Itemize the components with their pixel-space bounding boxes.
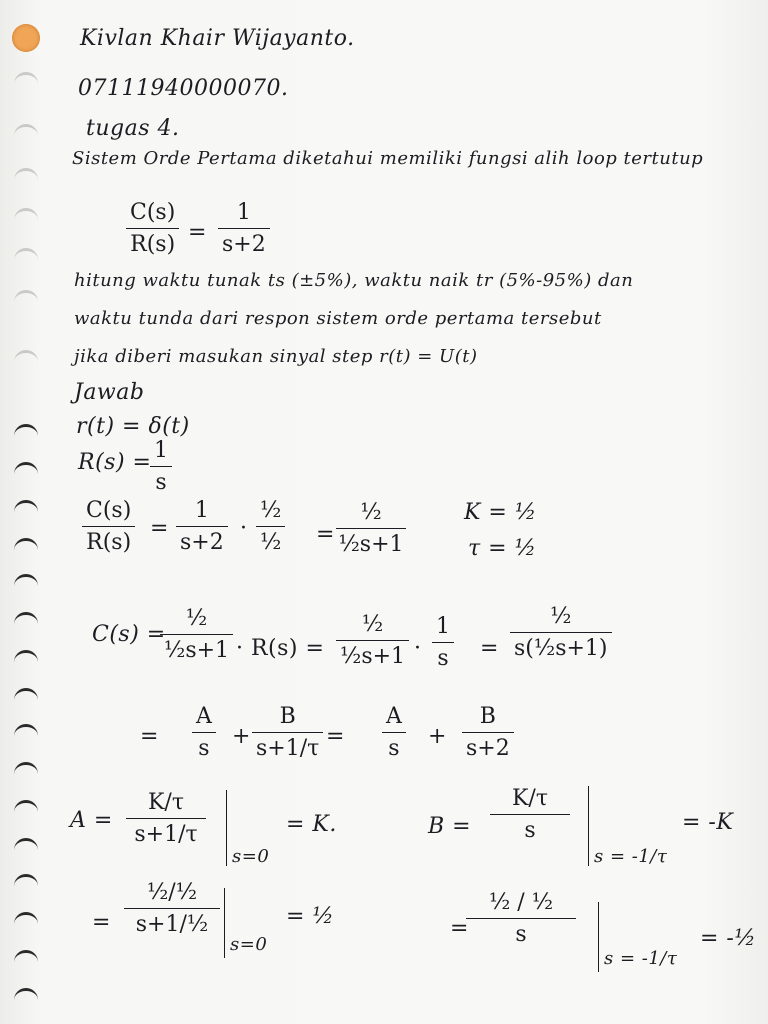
coef-a-frac: K/τ s+1/τ xyxy=(126,790,206,847)
equals-sign: = xyxy=(316,522,335,547)
binder-ring xyxy=(14,724,38,741)
coef-b-value-frac: ½ / ½ s xyxy=(466,890,576,947)
binder-ring xyxy=(14,650,38,667)
transfer-function-lhs: C(s) R(s) xyxy=(126,200,179,257)
binder-ring xyxy=(14,988,38,1005)
step1-frac-2: ½ ½ xyxy=(256,498,285,555)
binder-ring xyxy=(14,912,38,929)
binder-ring xyxy=(14,800,38,817)
coef-a-value-frac: ½/½ s+1/½ xyxy=(124,880,220,937)
partial-fraction-a: A s xyxy=(192,704,216,761)
step1-frac-1: 1 s+2 xyxy=(176,498,228,555)
binder-ring xyxy=(14,574,38,591)
step2-mid: · R(s) = xyxy=(236,636,325,661)
equals-sign: = xyxy=(150,516,169,541)
input-signal-laplace-lhs: R(s) = xyxy=(78,450,152,475)
coef-b-eval: s = -1/τ xyxy=(594,846,668,867)
partial-fraction-a2: A s xyxy=(382,704,406,761)
step2-frac-3: 1 s xyxy=(432,614,454,671)
input-signal-time: r(t) = δ(t) xyxy=(76,414,190,439)
problem-line-3: waktu tunda dari respon sistem orde pertama tersebut xyxy=(74,308,602,329)
equals-sign: = xyxy=(326,724,345,749)
step1-frac-3: ½ ½s+1 xyxy=(336,500,406,557)
problem-line-4: jika diberi masukan sinyal step r(t) = U(t) xyxy=(74,346,478,367)
binder-ring xyxy=(14,124,38,141)
binder-ring xyxy=(14,874,38,891)
transfer-function-rhs: 1 s+2 xyxy=(218,200,270,257)
equals-sign: = xyxy=(480,636,499,661)
input-signal-laplace-frac: 1 s xyxy=(150,438,172,495)
binder-ring xyxy=(14,612,38,629)
problem-line-1: Sistem Orde Pertama diketahui memiliki fungsi alih loop tertutup xyxy=(72,148,704,169)
coef-a-eval: s=0 xyxy=(232,846,270,867)
equals-sign: = xyxy=(92,910,111,935)
problem-line-2: hitung waktu tunak ts (±5%), waktu naik tr (5%-95%) dan xyxy=(74,270,634,291)
partial-fraction-b2: B s+2 xyxy=(462,704,514,761)
binder-ring xyxy=(14,72,38,89)
coef-a-result: = K. xyxy=(286,812,337,837)
gain-k: K = ½ xyxy=(464,500,537,525)
partial-fraction-b: B s+1/τ xyxy=(252,704,323,761)
binder-ring xyxy=(14,688,38,705)
coef-b-frac: K/τ s xyxy=(490,786,570,843)
coef-b-result: = -K xyxy=(682,810,734,835)
plus-sign: + xyxy=(232,724,251,749)
binder-ring xyxy=(14,500,38,517)
student-name: Kivlan Khair Wijayanto. xyxy=(80,26,355,51)
time-constant-tau: τ = ½ xyxy=(468,536,537,561)
step2-frac-4: ½ s(½s+1) xyxy=(510,604,612,661)
evaluation-bar xyxy=(226,790,227,866)
binder-hole-marker xyxy=(12,24,40,52)
coef-a-lhs: A = xyxy=(70,808,113,833)
binder-ring xyxy=(14,350,38,367)
plus-sign: + xyxy=(428,724,447,749)
coef-b-value-eval: s = -1/τ xyxy=(604,948,678,969)
binder-ring xyxy=(14,168,38,185)
multiply-dot: · xyxy=(414,636,422,661)
binder-ring xyxy=(14,838,38,855)
binder-ring xyxy=(14,462,38,479)
answer-label: Jawab xyxy=(74,380,145,405)
step2-lhs: C(s) = xyxy=(92,622,166,647)
evaluation-bar xyxy=(588,786,589,866)
step2-frac-2: ½ ½s+1 xyxy=(336,612,409,669)
evaluation-bar xyxy=(598,902,599,972)
step1-lhs: C(s) R(s) xyxy=(82,498,135,555)
evaluation-bar xyxy=(224,888,225,958)
equals-sign: = xyxy=(140,724,159,749)
coef-a-value-result: = ½ xyxy=(286,904,335,929)
student-id: 07111940000070. xyxy=(78,76,289,101)
coef-a-value-eval: s=0 xyxy=(230,934,268,955)
coef-b-lhs: B = xyxy=(428,814,472,839)
binder-ring xyxy=(14,950,38,967)
binder-ring xyxy=(14,208,38,225)
equals-sign: = xyxy=(188,220,207,245)
binder-ring xyxy=(14,762,38,779)
binder-ring xyxy=(14,538,38,555)
step2-frac-1: ½ ½s+1 xyxy=(160,606,233,663)
multiply-dot: · xyxy=(240,516,248,541)
binder-ring xyxy=(14,248,38,265)
coef-b-value-result: = -½ xyxy=(700,926,757,951)
binder-ring xyxy=(14,290,38,307)
equals-sign: = xyxy=(450,916,469,941)
assignment-title: tugas 4. xyxy=(86,116,180,141)
binder-ring xyxy=(14,424,38,441)
